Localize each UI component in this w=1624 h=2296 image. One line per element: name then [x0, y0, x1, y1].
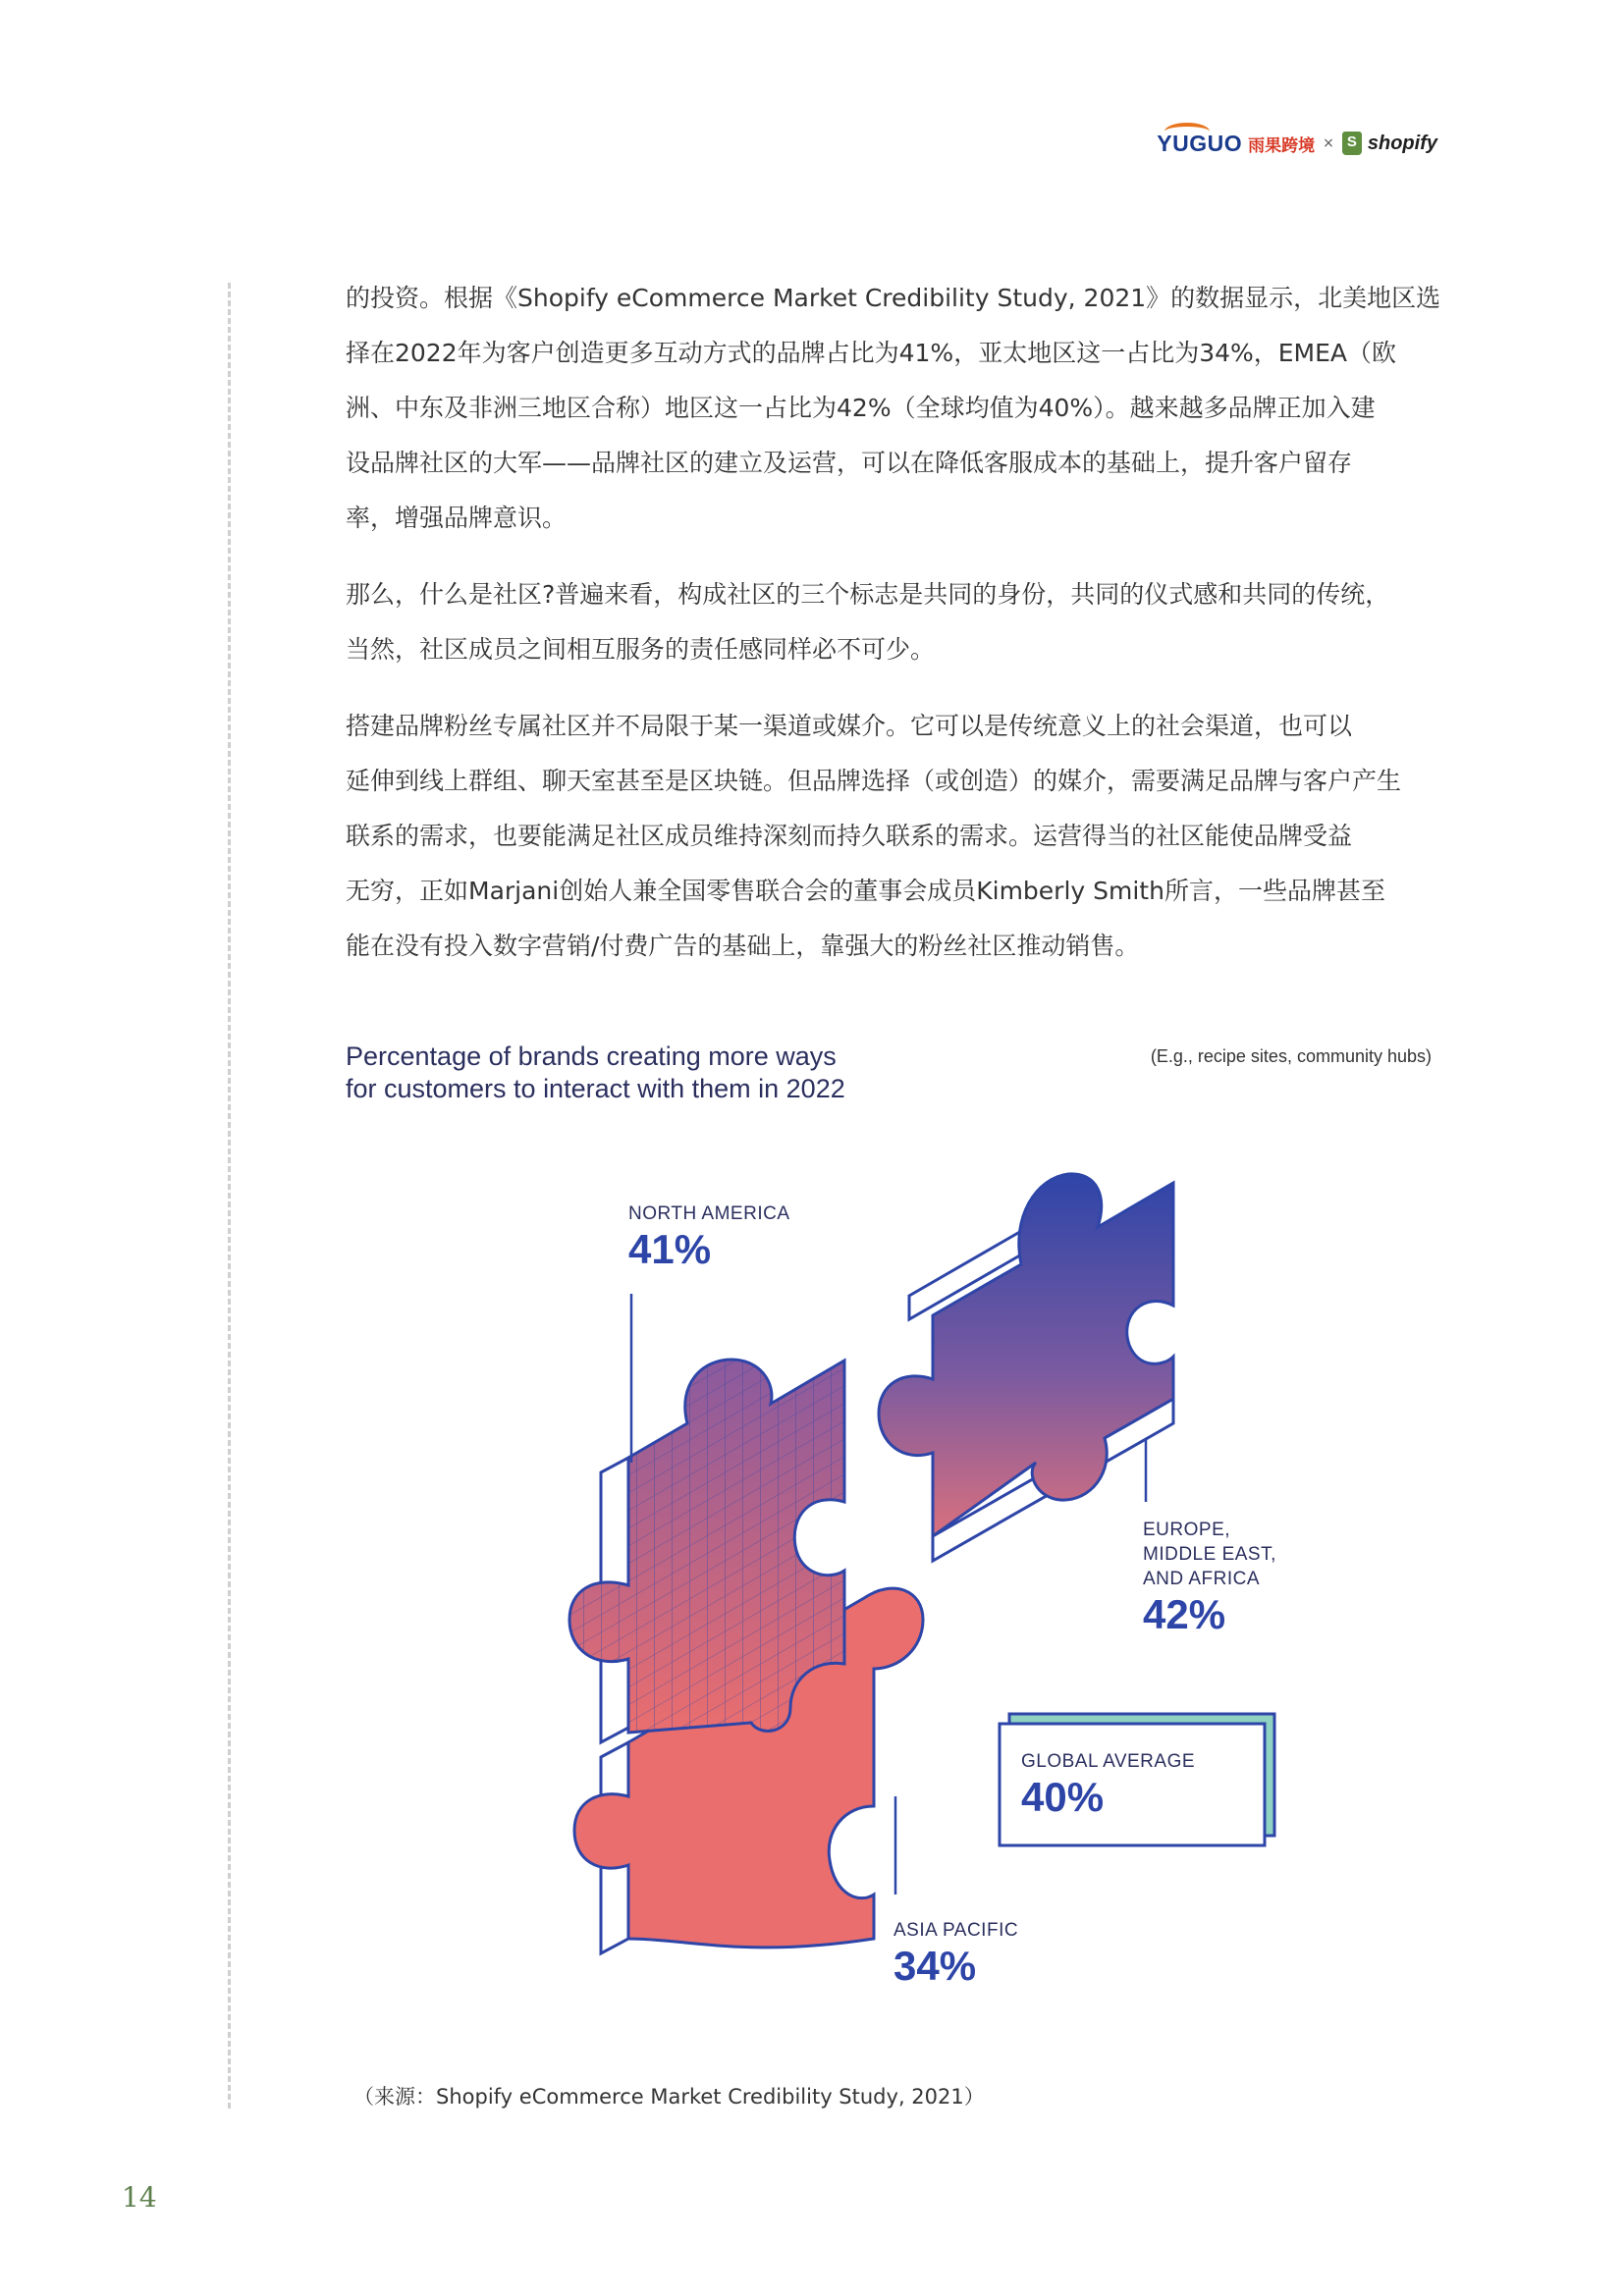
- text-line: 延伸到线上群组、聊天室甚至是区块链。但品牌选择（或创造）的媒介，需要满足品牌与客户产生: [346, 767, 1402, 795]
- text-line: 无穷，正如Marjani创始人兼全国零售联合会的董事会成员Kimberly Smith所言，一些品牌甚至: [346, 877, 1385, 905]
- region-value: 42%: [1143, 1591, 1226, 1637]
- text-line: 搭建品牌粉丝专属社区并不局限于某一渠道或媒介。它可以是传统意义上的社会渠道，也可以: [346, 712, 1353, 740]
- region-name: EUROPE, MIDDLE EAST, AND AFRICA: [1143, 1520, 1276, 1589]
- logo-separator: ×: [1323, 135, 1334, 151]
- text-line: 率，增强品牌意识。: [346, 504, 568, 532]
- region-value: 41%: [628, 1226, 712, 1272]
- text-line: 的投资。根据《Shopify eCommerce Market Credibility Study, 2021》的数据显示，北美地区选: [346, 284, 1441, 312]
- region-asia-pacific: [893, 1918, 1018, 1990]
- region-name: NORTH AMERICA: [628, 1203, 790, 1224]
- shopify-logo: shopify: [1367, 132, 1437, 154]
- region-name: ASIA PACIFIC: [893, 1920, 1019, 1941]
- text-line: 联系的需求，也要能满足社区成员维持深刻而持久联系的需求。运营得当的社区能使品牌受益: [346, 822, 1353, 850]
- region-value: 34%: [893, 1943, 977, 1989]
- yuguo-logo: YUGUO: [1157, 131, 1242, 157]
- text-line: 能在没有投入数字营销/付费广告的基础上，靠强大的粉丝社区推动销售。: [346, 932, 1140, 960]
- region-name: GLOBAL AVERAGE: [1021, 1751, 1196, 1772]
- text-line: 择在2022年为客户创造更多互动方式的品牌占比为41%，亚太地区这一占比为34%，EMEA（欧: [346, 339, 1397, 367]
- chart-title: Percentage of brands creating more ways for customers to interact with them in 2022: [346, 1041, 845, 1103]
- text-line: 洲、中东及非洲三地区合称）地区这一占比为42%（全球均值为40%）。越来越多品牌正加入建: [346, 394, 1376, 422]
- page-number: 14: [122, 2181, 157, 2214]
- region-north-america: [628, 1201, 790, 1273]
- chart-note: (E.g., recipe sites, community hubs): [1150, 1046, 1432, 1066]
- region-value: 40%: [1021, 1774, 1105, 1820]
- text-line: 设品牌社区的大军——品牌社区的建立及运营，可以在降低客服成本的基础上，提升客户留存: [346, 449, 1353, 477]
- global-average: [1021, 1749, 1195, 1821]
- region-emea: [1143, 1518, 1276, 1638]
- text-line: 当然，社区成员之间相互服务的责任感同样必不可少。: [346, 635, 936, 664]
- yuguo-logo-chinese: 雨果跨境: [1248, 135, 1316, 156]
- source-citation: （来源：Shopify eCommerce Market Credibility Study, 2021）: [353, 2085, 985, 2109]
- text-line: 那么，什么是社区?普遍来看，构成社区的三个标志是共同的身份，共同的仪式感和共同的传统，: [346, 580, 1390, 609]
